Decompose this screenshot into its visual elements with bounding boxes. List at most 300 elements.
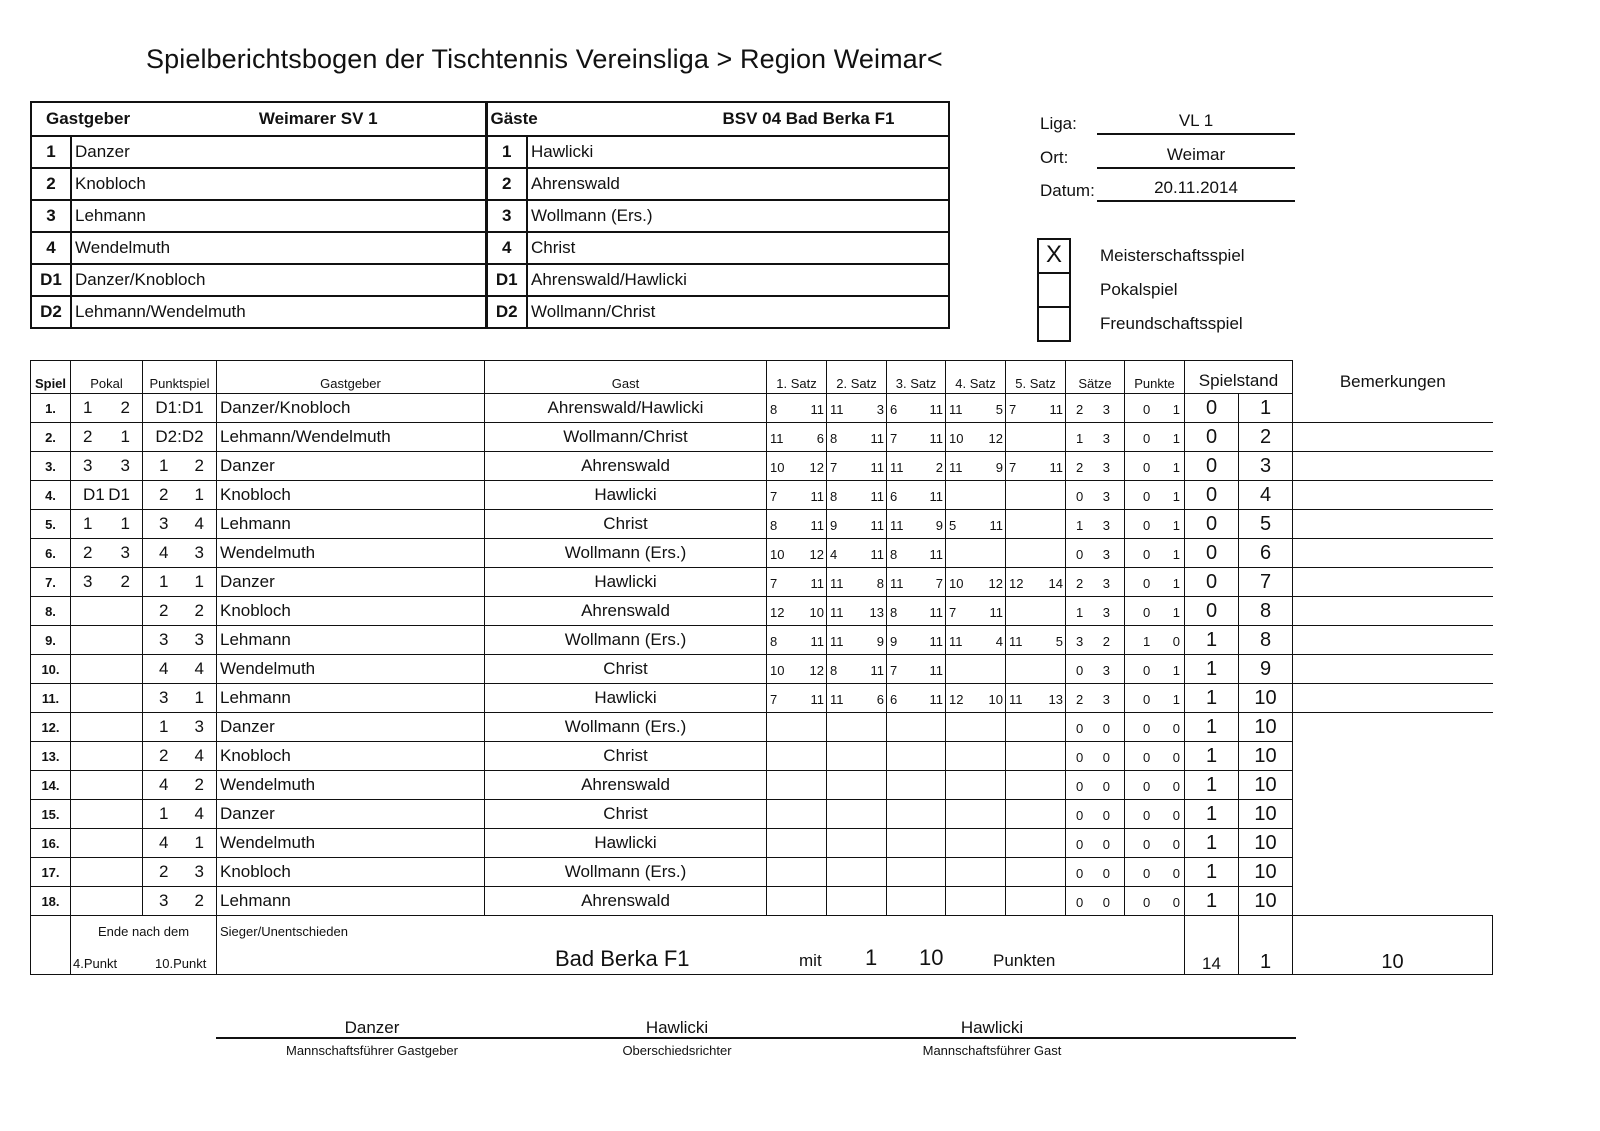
set-host-points: 11 — [830, 576, 844, 591]
game-number: 3. — [31, 452, 71, 481]
punkt-b: 3 — [194, 630, 204, 649]
game-punkte — [1125, 510, 1185, 539]
set-guest-points: 11 — [929, 634, 943, 649]
punkte-a: 0 — [1143, 721, 1151, 736]
game-host-player: Danzer — [217, 800, 485, 829]
set-host-points: 11 — [830, 634, 844, 649]
set-3-score — [887, 887, 946, 916]
set-5-score — [1006, 423, 1066, 452]
set-guest-points: 11 — [870, 460, 884, 475]
bemerkungen-cell[interactable] — [1293, 655, 1493, 684]
stand-guest: 10 — [1239, 771, 1293, 800]
game-host-player: Knobloch — [217, 742, 485, 771]
col-pokal: Pokal — [71, 361, 143, 394]
set-2-score — [827, 800, 887, 829]
game-row — [31, 597, 1494, 626]
set-host-points: 8 — [770, 518, 778, 533]
game-number: 12. — [31, 713, 71, 742]
saetze-b: 3 — [1102, 663, 1110, 678]
set-2-score — [827, 481, 887, 510]
game-saetze — [1066, 394, 1125, 423]
game-guest-player: Christ — [485, 742, 767, 771]
stand-host: 0 — [1185, 452, 1239, 481]
saetze-a: 0 — [1076, 779, 1084, 794]
set-host-points: 11 — [890, 460, 904, 475]
set-guest-points: 11 — [810, 489, 824, 504]
saetze-a: 0 — [1076, 866, 1084, 881]
set-guest-points: 11 — [1049, 460, 1063, 475]
game-punkte — [1125, 568, 1185, 597]
set-4-score — [946, 713, 1006, 742]
game-punkte — [1125, 713, 1185, 742]
punkte-b: 0 — [1172, 750, 1180, 765]
set-host-points: 11 — [1009, 634, 1023, 649]
set-2-score — [827, 510, 887, 539]
bemerkungen-cell[interactable] — [1293, 568, 1493, 597]
stand-host: 0 — [1185, 539, 1239, 568]
saetze-b: 3 — [1102, 402, 1110, 417]
game-punktspiel — [143, 684, 217, 713]
set-2-score — [827, 858, 887, 887]
footer-row — [31, 916, 1494, 975]
guest-player-name: Ahrenswald — [527, 168, 949, 200]
set-2-score — [827, 829, 887, 858]
team-row — [31, 168, 949, 200]
col-satz-1: 1. Satz — [767, 361, 827, 394]
set-2-score — [827, 452, 887, 481]
checkbox-meisterschaftsspiel[interactable]: X — [1037, 238, 1071, 274]
set-4-score — [946, 394, 1006, 423]
set-1-score — [767, 858, 827, 887]
stand-guest: 10 — [1239, 713, 1293, 742]
punkte-b: 1 — [1172, 489, 1180, 504]
game-row — [31, 829, 1494, 858]
set-1-score — [767, 742, 827, 771]
set-guest-points: 9 — [876, 634, 884, 649]
game-guest-player: Hawlicki — [485, 481, 767, 510]
bemerkungen-cell[interactable] — [1293, 423, 1493, 452]
ende-label: Ende nach dem — [98, 924, 190, 939]
winner-score-b: 10 — [919, 945, 944, 970]
stand-host: 0 — [1185, 568, 1239, 597]
pokal-b: 3 — [120, 543, 130, 562]
punkte-b: 0 — [1172, 895, 1180, 910]
checkbox-pokalspiel[interactable] — [1037, 272, 1071, 308]
guest-player-num: 4 — [486, 232, 527, 264]
host-player-num: D1 — [31, 264, 71, 296]
punkte-b: 1 — [1172, 460, 1180, 475]
bemerkungen-cell[interactable] — [1293, 510, 1493, 539]
game-punktspiel — [143, 510, 217, 539]
guest-label: Gäste — [490, 109, 538, 128]
set-3-score — [887, 800, 946, 829]
checkbox-freundschaftsspiel[interactable] — [1037, 306, 1071, 342]
punkte-a: 0 — [1143, 779, 1151, 794]
bemerkungen-cell[interactable] — [1293, 771, 1493, 800]
punkte-a: 0 — [1143, 895, 1151, 910]
set-guest-points: 11 — [1049, 402, 1063, 417]
datum-value: 20.11.2014 — [1097, 175, 1295, 202]
guest-player-name: Wollmann (Ers.) — [527, 200, 949, 232]
game-punkte — [1125, 684, 1185, 713]
set-5-score — [1006, 626, 1066, 655]
col-punktspiel: Punktspiel — [143, 361, 217, 394]
bemerkungen-cell[interactable] — [1293, 539, 1493, 568]
bemerkungen-cell[interactable] — [1293, 713, 1493, 742]
bemerkungen-cell[interactable] — [1293, 742, 1493, 771]
set-guest-points: 11 — [989, 518, 1003, 533]
set-3-score — [887, 858, 946, 887]
set-3-score — [887, 452, 946, 481]
bemerkungen-cell[interactable] — [1293, 394, 1493, 423]
game-guest-player: Hawlicki — [485, 684, 767, 713]
set-5-score — [1006, 829, 1066, 858]
set-guest-points: 11 — [870, 518, 884, 533]
set-3-score — [887, 742, 946, 771]
game-saetze — [1066, 510, 1125, 539]
bemerkungen-cell[interactable] — [1293, 887, 1493, 916]
set-5-score — [1006, 568, 1066, 597]
host-player-name: Danzer/Knobloch — [71, 264, 486, 296]
col-spiel: Spiel — [31, 361, 71, 394]
game-guest-player: Ahrenswald/Hawlicki — [485, 394, 767, 423]
guest-player-name: Wollmann/Christ — [527, 296, 949, 328]
punkt-a: 2 — [159, 485, 169, 504]
col-satz-2: 2. Satz — [827, 361, 887, 394]
stand-host: 1 — [1185, 684, 1239, 713]
game-guest-player: Wollmann (Ers.) — [485, 713, 767, 742]
liga-label: Liga: — [1040, 114, 1077, 133]
game-saetze — [1066, 452, 1125, 481]
game-number: 7. — [31, 568, 71, 597]
game-saetze — [1066, 800, 1125, 829]
host-team-name: Weimarer SV 1 — [258, 109, 378, 128]
saetze-b: 3 — [1102, 489, 1110, 504]
stand-host: 1 — [1185, 655, 1239, 684]
saetze-b: 0 — [1102, 779, 1110, 794]
guest-player-num: 1 — [486, 136, 527, 168]
stand-host: 1 — [1185, 742, 1239, 771]
punkt-b: 2 — [194, 456, 204, 475]
saetze-a: 2 — [1076, 402, 1084, 417]
signature-guest-captain: Hawlicki — [960, 1018, 1024, 1037]
guest-player-num: 3 — [486, 200, 527, 232]
team-row — [31, 264, 949, 296]
pokal-b: 2 — [120, 572, 130, 591]
saetze-b: 3 — [1102, 518, 1110, 533]
game-host-player: Knobloch — [217, 597, 485, 626]
game-host-player: Lehmann — [217, 684, 485, 713]
set-host-points: 11 — [1009, 692, 1023, 707]
stand-host: 1 — [1185, 800, 1239, 829]
game-guest-player: Ahrenswald — [485, 887, 767, 916]
set-2-score — [827, 771, 887, 800]
set-1-score — [767, 394, 827, 423]
game-punkte — [1125, 800, 1185, 829]
game-number: 18. — [31, 887, 71, 916]
set-5-score — [1006, 597, 1066, 626]
game-row — [31, 713, 1494, 742]
team-row — [31, 296, 949, 328]
set-4-score — [946, 568, 1006, 597]
stand-host: 1 — [1185, 771, 1239, 800]
teams-table — [30, 101, 950, 329]
game-punkte — [1125, 887, 1185, 916]
game-guest-player: Ahrenswald — [485, 452, 767, 481]
punkt-a: 3 — [159, 688, 169, 707]
ort-value: Weimar — [1097, 142, 1295, 169]
game-number: 5. — [31, 510, 71, 539]
winner-score-a: 1 — [865, 945, 878, 970]
label-meisterschaftsspiel: Meisterschaftsspiel — [1100, 246, 1245, 265]
game-number: 11. — [31, 684, 71, 713]
game-punktspiel — [143, 568, 217, 597]
punkt-a: 4 — [159, 775, 169, 794]
game-saetze — [1066, 423, 1125, 452]
game-number: 10. — [31, 655, 71, 684]
stand-guest: 10 — [1239, 684, 1293, 713]
set-host-points: 11 — [890, 576, 904, 591]
bemerkungen-cell[interactable] — [1293, 858, 1493, 887]
set-guest-points: 11 — [870, 431, 884, 446]
game-saetze — [1066, 684, 1125, 713]
punkt-b: 4 — [194, 514, 204, 533]
set-guest-points: 12 — [988, 431, 1003, 446]
set-guest-points: 4 — [995, 634, 1003, 649]
set-guest-points: 14 — [1048, 576, 1063, 591]
bemerkungen-cell[interactable] — [1293, 481, 1493, 510]
punkt4-label: 4.Punkt — [73, 956, 118, 971]
games-table — [30, 360, 1494, 975]
saetze-b: 0 — [1102, 750, 1110, 765]
set-guest-points: 3 — [876, 402, 884, 417]
stand-guest: 2 — [1239, 423, 1293, 452]
set-host-points: 10 — [770, 547, 785, 562]
game-row — [31, 858, 1494, 887]
punkt-b: 3 — [194, 543, 204, 562]
pokal-a: 3 — [83, 572, 93, 591]
game-guest-player: Christ — [485, 800, 767, 829]
set-guest-points: 6 — [816, 431, 824, 446]
bemerkungen-cell[interactable] — [1293, 800, 1493, 829]
bemerkungen-cell[interactable] — [1293, 626, 1493, 655]
set-4-score — [946, 423, 1006, 452]
set-3-score — [887, 539, 946, 568]
game-host-player: Danzer — [217, 568, 485, 597]
punkt-b: 1 — [194, 688, 204, 707]
saetze-b: 2 — [1102, 634, 1110, 649]
game-pokal — [71, 800, 143, 829]
punkte-a: 0 — [1143, 605, 1151, 620]
game-guest-player: Christ — [485, 510, 767, 539]
set-1-score — [767, 510, 827, 539]
set-4-score — [946, 510, 1006, 539]
set-host-points: 11 — [949, 402, 963, 417]
game-saetze — [1066, 858, 1125, 887]
set-host-points: 10 — [770, 460, 785, 475]
game-host-player: Lehmann — [217, 510, 485, 539]
set-host-points: 8 — [830, 431, 838, 446]
set-1-score — [767, 800, 827, 829]
punkt-b: 1 — [194, 485, 204, 504]
game-saetze — [1066, 539, 1125, 568]
game-guest-player: Hawlicki — [485, 568, 767, 597]
game-row — [31, 539, 1494, 568]
set-host-points: 10 — [949, 431, 964, 446]
set-host-points: 11 — [830, 692, 844, 707]
guest-player-num: 2 — [486, 168, 527, 200]
game-pokal — [71, 394, 143, 423]
set-guest-points: 12 — [988, 576, 1003, 591]
set-2-score — [827, 423, 887, 452]
set-guest-points: 11 — [929, 663, 943, 678]
bemerkungen-cell[interactable] — [1293, 684, 1493, 713]
col-saetze: Sätze — [1066, 361, 1125, 394]
game-row — [31, 800, 1494, 829]
stand-guest: 10 — [1239, 829, 1293, 858]
set-1-score — [767, 713, 827, 742]
set-host-points: 7 — [890, 663, 898, 678]
game-pokal — [71, 539, 143, 568]
sieger-label: Sieger/Unentschieden — [220, 924, 348, 939]
guest-player-num: D2 — [486, 296, 527, 328]
game-saetze — [1066, 481, 1125, 510]
set-4-score — [946, 597, 1006, 626]
set-3-score — [887, 568, 946, 597]
set-1-score — [767, 771, 827, 800]
bemerkungen-cell[interactable] — [1293, 829, 1493, 858]
punkte-b: 1 — [1172, 547, 1180, 562]
set-1-score — [767, 684, 827, 713]
game-number: 13. — [31, 742, 71, 771]
game-pokal — [71, 684, 143, 713]
col-satz-3: 3. Satz — [887, 361, 946, 394]
saetze-b: 3 — [1102, 605, 1110, 620]
game-row — [31, 626, 1494, 655]
set-guest-points: 11 — [810, 402, 824, 417]
punkte-a: 0 — [1143, 489, 1151, 504]
stand-host: 0 — [1185, 423, 1239, 452]
punkte-a: 0 — [1143, 837, 1151, 852]
set-3-score — [887, 626, 946, 655]
set-guest-points: 11 — [929, 489, 943, 504]
col-gastgeber: Gastgeber — [217, 361, 485, 394]
stand-guest: 1 — [1239, 394, 1293, 423]
set-guest-points: 11 — [810, 518, 824, 533]
game-guest-player: Ahrenswald — [485, 771, 767, 800]
game-pokal — [71, 887, 143, 916]
punkt-a: 3 — [159, 514, 169, 533]
set-guest-points: 11 — [929, 431, 943, 446]
stand-guest: 4 — [1239, 481, 1293, 510]
game-pokal — [71, 771, 143, 800]
saetze-a: 0 — [1076, 489, 1084, 504]
set-5-score — [1006, 510, 1066, 539]
set-guest-points: 10 — [988, 692, 1003, 707]
saetze-b: 0 — [1102, 808, 1110, 823]
game-host-player: Danzer — [217, 452, 485, 481]
footer-ende — [71, 916, 217, 975]
set-host-points: 11 — [770, 431, 784, 446]
game-pokal — [71, 481, 143, 510]
game-row — [31, 510, 1494, 539]
stand-guest: 10 — [1239, 858, 1293, 887]
game-punktspiel — [143, 452, 217, 481]
game-number: 8. — [31, 597, 71, 626]
saetze-a: 1 — [1076, 431, 1084, 446]
set-5-score — [1006, 887, 1066, 916]
game-number: 14. — [31, 771, 71, 800]
stand-guest: 10 — [1239, 887, 1293, 916]
punkte-a: 0 — [1143, 402, 1151, 417]
stand-host: 0 — [1185, 481, 1239, 510]
punkte-b: 1 — [1172, 576, 1180, 591]
guest-player-num: D1 — [486, 264, 527, 296]
game-punktspiel — [143, 713, 217, 742]
game-punktspiel — [143, 800, 217, 829]
punkt-a: 2 — [159, 862, 169, 881]
signature-host-captain-label: Mannschaftsführer Gastgeber — [286, 1043, 458, 1058]
guest-header — [486, 102, 949, 136]
game-punkte — [1125, 858, 1185, 887]
set-1-score — [767, 655, 827, 684]
game-punkte — [1125, 771, 1185, 800]
pokal-b: 1 — [120, 427, 130, 446]
game-saetze — [1066, 887, 1125, 916]
set-guest-points: 11 — [870, 547, 884, 562]
stand-guest: 8 — [1239, 626, 1293, 655]
datum-label: Datum: — [1040, 181, 1095, 200]
saetze-a: 2 — [1076, 692, 1084, 707]
punkte-b: 1 — [1172, 518, 1180, 533]
punkt-b: 4 — [194, 804, 204, 823]
set-1-score — [767, 887, 827, 916]
set-5-score — [1006, 481, 1066, 510]
bemerkungen-cell[interactable] — [1293, 597, 1493, 626]
game-saetze — [1066, 829, 1125, 858]
set-5-score — [1006, 713, 1066, 742]
set-host-points: 7 — [770, 692, 778, 707]
stand-host: 1 — [1185, 626, 1239, 655]
game-punktspiel — [143, 597, 217, 626]
game-punktspiel — [143, 887, 217, 916]
set-2-score — [827, 539, 887, 568]
set-host-points: 12 — [770, 605, 785, 620]
punkte-b: 1 — [1172, 431, 1180, 446]
footer-sieger — [217, 916, 1185, 975]
set-host-points: 11 — [830, 605, 844, 620]
stand-host: 1 — [1185, 829, 1239, 858]
set-host-points: 11 — [949, 460, 963, 475]
bemerkungen-cell[interactable] — [1293, 452, 1493, 481]
punkte-a: 0 — [1143, 808, 1151, 823]
game-punktspiel — [143, 481, 217, 510]
punkt-a: 1 — [159, 804, 169, 823]
game-host-player: Knobloch — [217, 858, 485, 887]
set-5-score — [1006, 655, 1066, 684]
punkte-b: 0 — [1172, 808, 1180, 823]
punkt-a: 1 — [159, 572, 169, 591]
game-host-player: Wendelmuth — [217, 655, 485, 684]
col-satz-4: 4. Satz — [946, 361, 1006, 394]
set-host-points: 8 — [830, 489, 838, 504]
col-spielstand: Spielstand — [1185, 361, 1293, 394]
col-punkte: Punkte — [1125, 361, 1185, 394]
game-punkte — [1125, 423, 1185, 452]
stand-host: 1 — [1185, 858, 1239, 887]
set-host-points: 7 — [890, 431, 898, 446]
pokal-b: D1 — [108, 485, 130, 504]
